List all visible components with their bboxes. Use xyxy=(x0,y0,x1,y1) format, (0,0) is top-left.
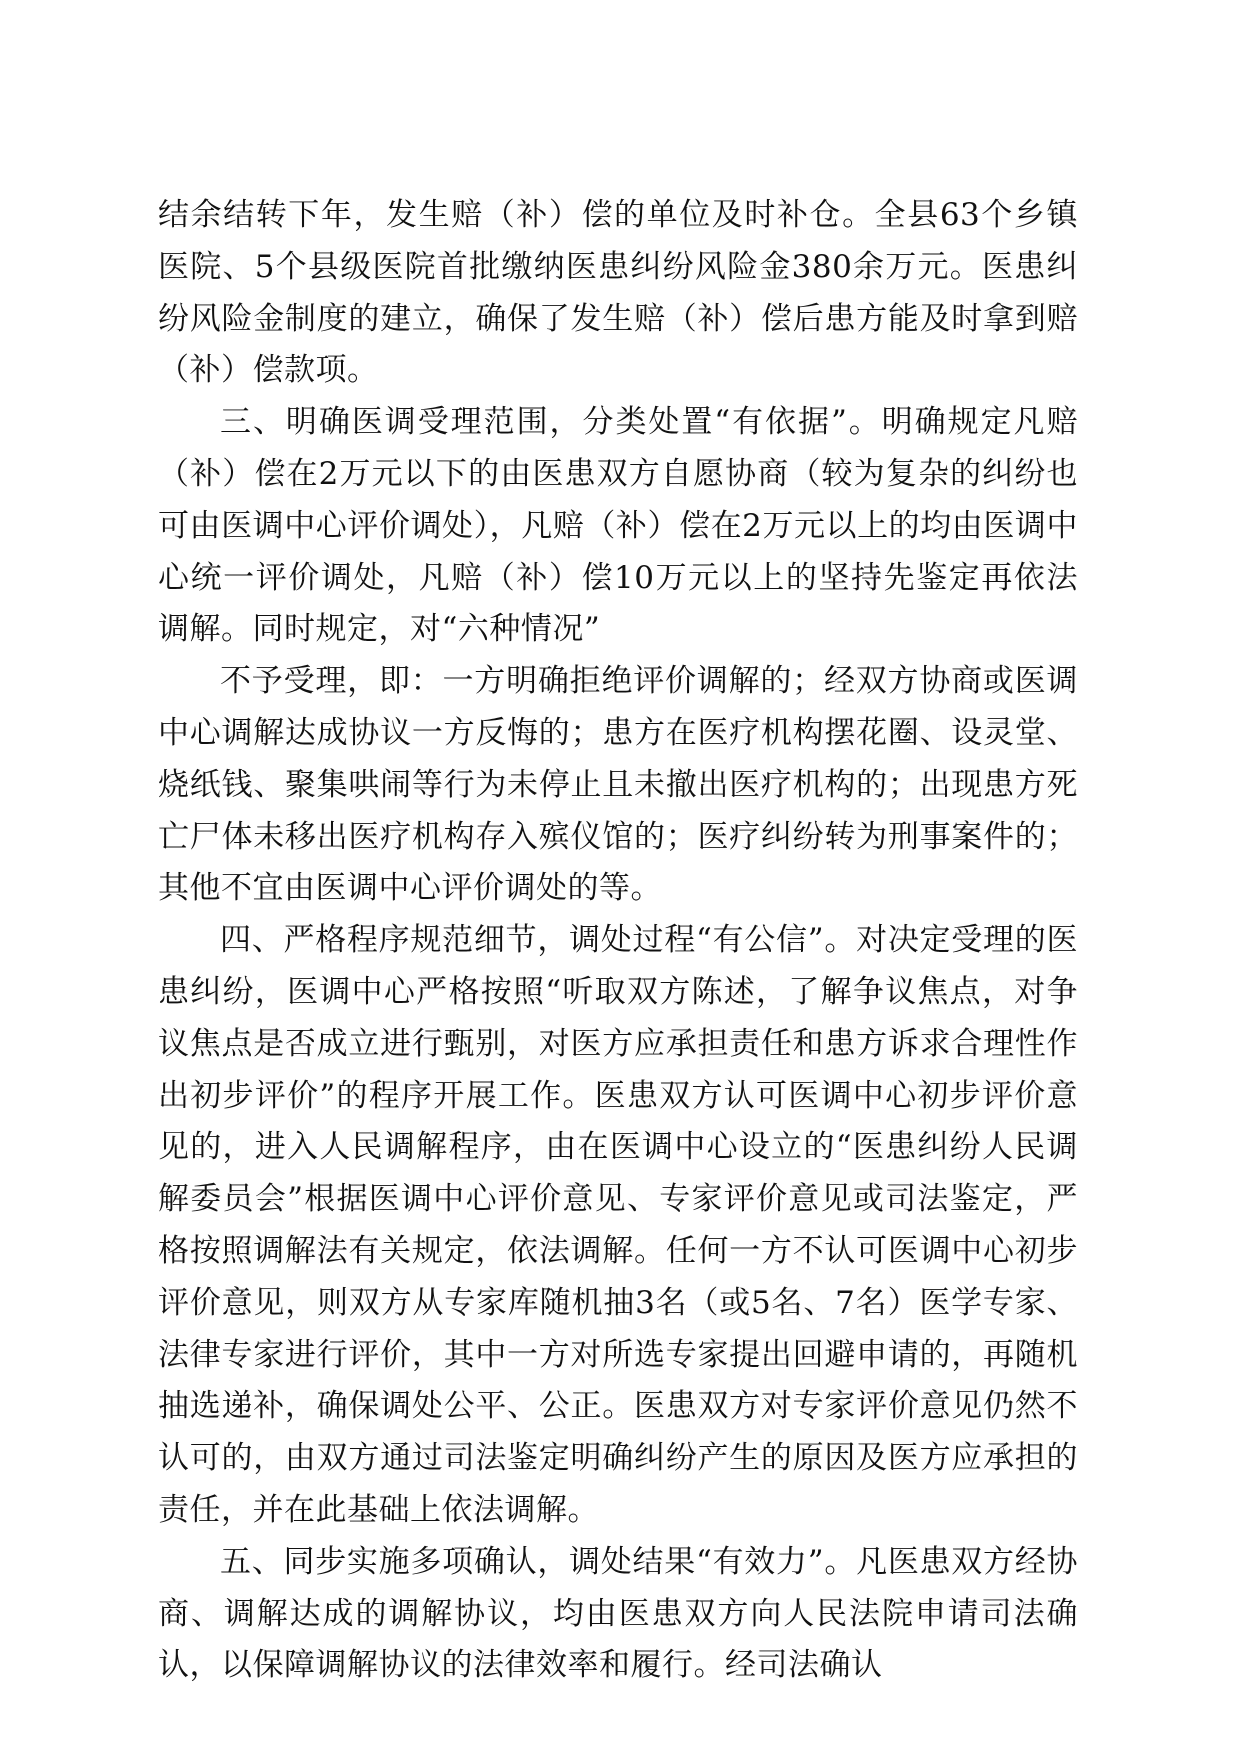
paragraph-section-five-confirmation: 五、同步实施多项确认，调处结果“有效力”。凡医患双方经协商、调解达成的调解协议，均由医患双方向人民法院申请司法确认，以保障调解协议的法律效率和履行。经司法确认 xyxy=(158,1543,1078,1684)
paragraph-fund-carryover: 结余结转下年，发生赔（补）偿的单位及时补仓。全县63个乡镇医院、5个县级医院首批缴纳医患纠纷风险金380余万元。医患纠纷风险金制度的建立，确保了发生赔（补）偿后患方能及时拿到赔（补）偿款项。 xyxy=(158,197,1078,389)
paragraph-section-four-procedure: 四、严格程序规范细节，调处过程“有公信”。对决定受理的医患纠纷，医调中心严格按照“听取双方陈述，了解争议焦点，对争议焦点是否成立进行甄别，对医方应承担责任和患方诉求合理性作出初步评价”的程序开展工作。医患双方认可医调中心初步评价意见的，进入人民调解程序，由在医调中心设立的“医患纠纷人民调解委员会”根据医调中心评价意见、专家评价意见或司法鉴定，严格按照调解法有关规定，依法调解。任何一方不认可医调中心初步评价意见，则双方从专家库随机抽3名（或5名、7名）医学专家、法律专家进行评价，其中一方对所选专家提出回避申请的，再随机抽选递补，确保调处公平、公正。医患双方对专家评价意见仍然不认可的，由双方通过司法鉴定明确纠纷产生的原因及医方应承担的责任，并在此基础上依法调解。 xyxy=(158,922,1078,1528)
paragraph-section-three-scope: 三、明确医调受理范围，分类处置“有依据”。明确规定凡赔（补）偿在2万元以下的由医患双方自愿协商（较为复杂的纠纷也可由医调中心评价调处），凡赔（补）偿在2万元以上的均由医调中心统一评价调处，凡赔（补）偿10万元以上的坚持先鉴定再依法调解。同时规定，对“六种情况” xyxy=(158,404,1078,648)
document-body xyxy=(158,190,1078,1692)
paragraph-not-accepted-cases: 不予受理，即：一方明确拒绝评价调解的；经双方协商或医调中心调解达成协议一方反悔的；患方在医疗机构摆花圈、设灵堂、烧纸钱、聚集哄闹等行为未停止且未撤出医疗机构的；出现患方死亡尸体未移出医疗机构存入殡仪馆的；医疗纠纷转为刑事案件的；其他不宜由医调中心评价调处的等。 xyxy=(158,663,1078,907)
